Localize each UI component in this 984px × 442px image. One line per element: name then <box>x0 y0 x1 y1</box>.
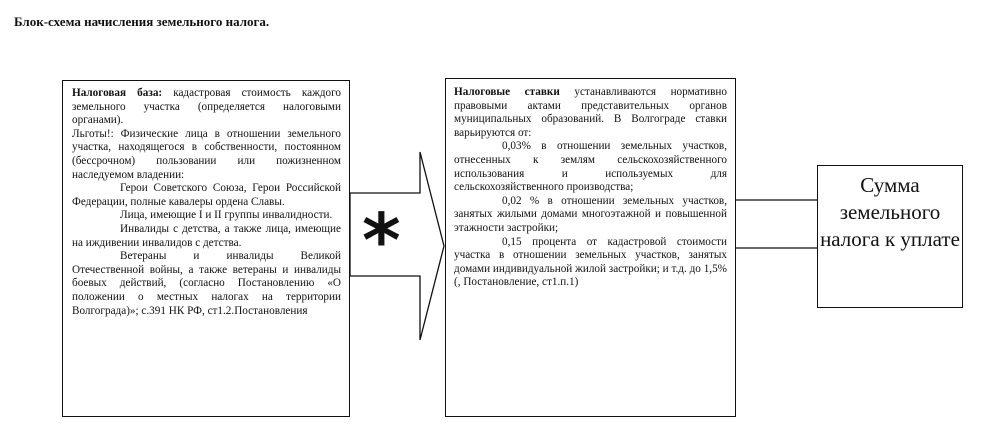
benefit-item: Лица, имеющие I и II группы инвалидности. <box>120 209 333 222</box>
rate-item: 0,02 % в отношении земельных участков, занятых жилыми домами многоэтажной и повышенной этажности застройки; <box>454 194 727 234</box>
tax-base-box <box>62 80 350 417</box>
tax-amount-box <box>817 165 963 308</box>
multiply-symbol: * <box>362 198 401 284</box>
benefit-item: Ветераны и инвалиды Великой Отечественной войны, а также ветераны и инвалиды боевых действий, (согласно Постановлению «О положении о местных налогах на территории Волгограда)»; с.391 НК РФ, ст1.2.Постановления <box>72 250 341 317</box>
tax-base-intro: Налоговая база: кадастровая стоимость каждого земельного участка (определяется налоговыми органами). <box>72 87 341 127</box>
tax-rates-intro: Налоговые ставки устанавливаются нормативно правовыми актами представительных органов муниципальных образований. В Волгограде ставки варьируются от: <box>454 86 727 139</box>
benefit-item: Инвалиды с детства, а также лица, имеющие на иждивении инвалидов с детства. <box>72 222 341 249</box>
benefit-item: Герои Советского Союза, Герои Российской Федерации, полные кавалеры ордена Славы. <box>72 182 341 208</box>
diagram-title: Блок-схема начисления земельного налога. <box>14 14 270 29</box>
tax-rates-heading: Налоговые ставки <box>454 86 560 98</box>
benefits-intro: Льготы!: Физические лица в отношении земельного участка, находящегося в собственности, постоянном (бессрочном) пользовании или пожизненном наследуемом владении: <box>72 127 341 181</box>
tax-rates-box <box>445 78 736 417</box>
rate-item: 0,15 процента от кадастровой стоимости участка в отношении земельных участков, занятых домами индивидуальной жилой застройки; и т.д. до 1,5% (, Постановление, ст1.п.1) <box>454 235 727 289</box>
tax-amount-label: Сумма земельного налога к уплате <box>820 173 960 251</box>
rate-item: 0,03% в отношении земельных участков, отнесенных к землям сельскохозяйственного использования и используемых для сельскохозяйственного производства; <box>454 140 727 194</box>
tax-base-heading: Налоговая база: <box>72 87 163 99</box>
